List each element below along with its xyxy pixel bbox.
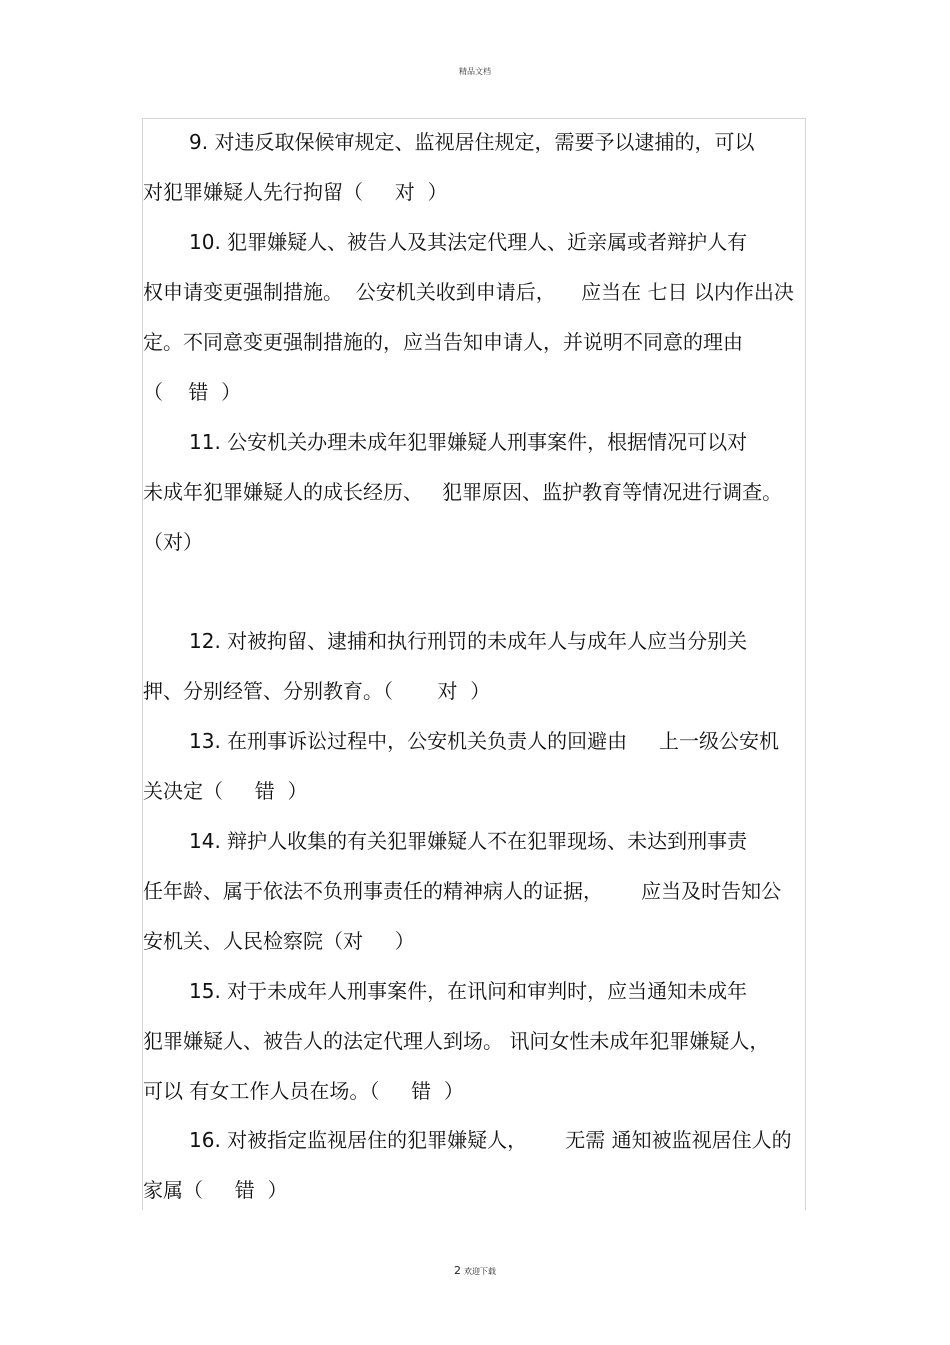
text-line: 对犯罪嫌疑人先行拘留（ 对 ） xyxy=(143,180,448,204)
text-line: 14. 辩护人收集的有关犯罪嫌疑人不在犯罪现场、未达到刑事责 xyxy=(189,829,748,853)
text-line: 关决定（ 错 ） xyxy=(143,779,308,803)
text-line: 权申请变更强制措施。 公安机关收到申请后， 应当在 七日 以内作出决 xyxy=(143,280,794,304)
text-line: 可以 有女工作人员在场。（ 错 ） xyxy=(143,1079,464,1103)
text-line: 15. 对于未成年人刑事案件，在讯问和审判时，应当通知未成年 xyxy=(189,979,748,1003)
text-line: （对） xyxy=(143,530,203,554)
header-note: 精品文档 xyxy=(459,67,491,76)
footer-text: 欢迎下载 xyxy=(464,1267,496,1276)
text-line: 13. 在刑事诉讼过程中，公安机关负责人的回避由 上一级公安机 xyxy=(189,729,779,753)
text-line: 10. 犯罪嫌疑人、被告人及其法定代理人、近亲属或者辩护人有 xyxy=(189,230,748,254)
text-line: 16. 对被指定监视居住的犯罪嫌疑人， 无需 通知被监视居住人的 xyxy=(189,1128,792,1152)
page-number: 2 xyxy=(454,1264,461,1277)
text-line: 安机关、人民检察院（对 ） xyxy=(143,929,415,953)
text-line: 任年龄、属于依法不负刑事责任的精神病人的证据， 应当及时告知公 xyxy=(143,879,782,903)
text-line: 定。不同意变更强制措施的，应当告知申请人，并说明不同意的理由 xyxy=(143,330,743,354)
text-line: 9. 对违反取保候审规定、监视居住规定，需要予以逮捕的，可以 xyxy=(189,130,755,154)
text-line: 家属（ 错 ） xyxy=(143,1178,288,1202)
text-line: （ 错 ） xyxy=(143,380,242,404)
page-footer xyxy=(0,1259,950,1278)
text-line: 12. 对被拘留、逮捕和执行刑罚的未成年人与成年人应当分别关 xyxy=(189,629,748,653)
text-line: 押、分别经管、分别教育。（ 对 ） xyxy=(143,679,491,703)
text-line: 犯罪嫌疑人、被告人的法定代理人到场。 讯问女性未成年犯罪嫌疑人， xyxy=(143,1029,770,1053)
text-line: 11. 公安机关办理未成年犯罪嫌疑人刑事案件，根据情况可以对 xyxy=(189,430,748,454)
text-line: 未成年犯罪嫌疑人的成长经历、 犯罪原因、监护教育等情况进行调查。 xyxy=(143,480,783,504)
